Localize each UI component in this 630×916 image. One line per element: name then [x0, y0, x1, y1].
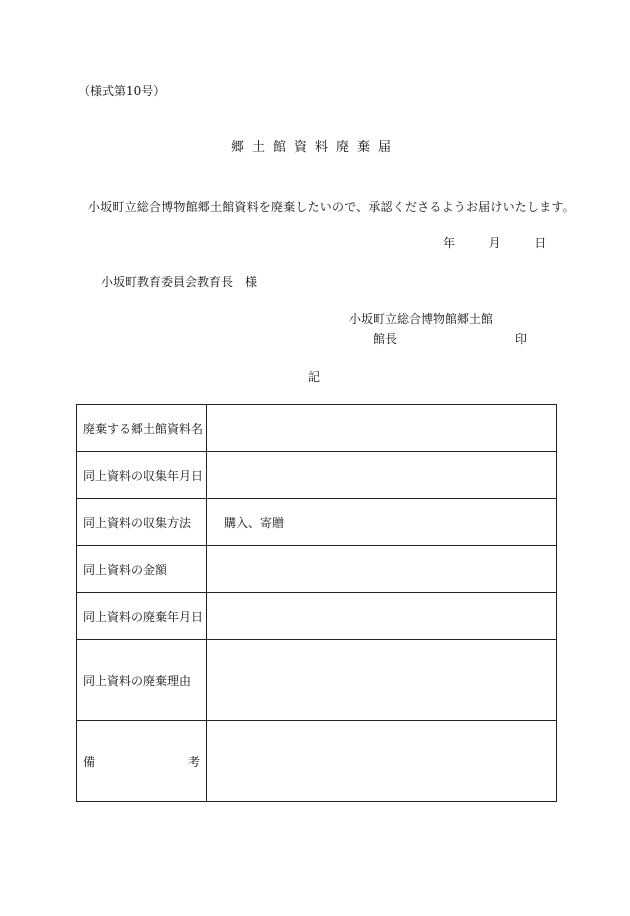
date-month-label: 月 — [488, 236, 501, 250]
table-row — [77, 593, 557, 640]
row-value-collection-method[interactable]: 購入、寄贈 — [207, 499, 557, 546]
page-title: 郷土館資料廃棄届 — [230, 140, 399, 155]
date-year-label: 年 — [443, 236, 456, 250]
row-label-collection-method: 同上資料の収集方法 — [77, 499, 207, 546]
row-label-remarks — [77, 721, 207, 802]
row-value-material-name[interactable] — [207, 405, 557, 452]
table-row — [77, 405, 557, 452]
table-row — [77, 452, 557, 499]
request-text: 小坂町立総合博物館郷土館資料を廃棄したいので、承認くださるようお届けいたします。 — [88, 200, 575, 214]
sender-title: 館長 — [373, 332, 398, 346]
table-row — [77, 499, 557, 546]
remarks-label-part2: 考 — [187, 754, 200, 769]
ki-label: 記 — [308, 370, 321, 384]
row-value-disposal-date[interactable] — [207, 593, 557, 640]
addressee: 小坂町教育委員会教育長 様 — [101, 275, 258, 289]
row-label-disposal-reason: 同上資料の廃棄理由 — [77, 640, 207, 721]
record-table — [76, 404, 557, 802]
form-number: （様式第10号） — [78, 84, 166, 98]
row-value-disposal-reason[interactable] — [207, 640, 557, 721]
row-label-material-name: 廃棄する郷土館資料名 — [77, 405, 207, 452]
remarks-label-part1: 備 — [83, 754, 96, 769]
row-value-remarks[interactable] — [207, 721, 557, 802]
date-day-label: 日 — [534, 236, 547, 250]
row-label-collection-date: 同上資料の収集年月日 — [77, 452, 207, 499]
table-row — [77, 640, 557, 721]
table-row — [77, 546, 557, 593]
date-line — [443, 237, 546, 249]
row-value-collection-date[interactable] — [207, 452, 557, 499]
sender-organization: 小坂町立総合博物館郷土館 — [349, 312, 494, 326]
row-value-amount[interactable] — [207, 546, 557, 593]
table-row — [77, 721, 557, 802]
row-label-disposal-date: 同上資料の廃棄年月日 — [77, 593, 207, 640]
row-label-amount: 同上資料の金額 — [77, 546, 207, 593]
seal-mark: 印 — [515, 332, 528, 346]
